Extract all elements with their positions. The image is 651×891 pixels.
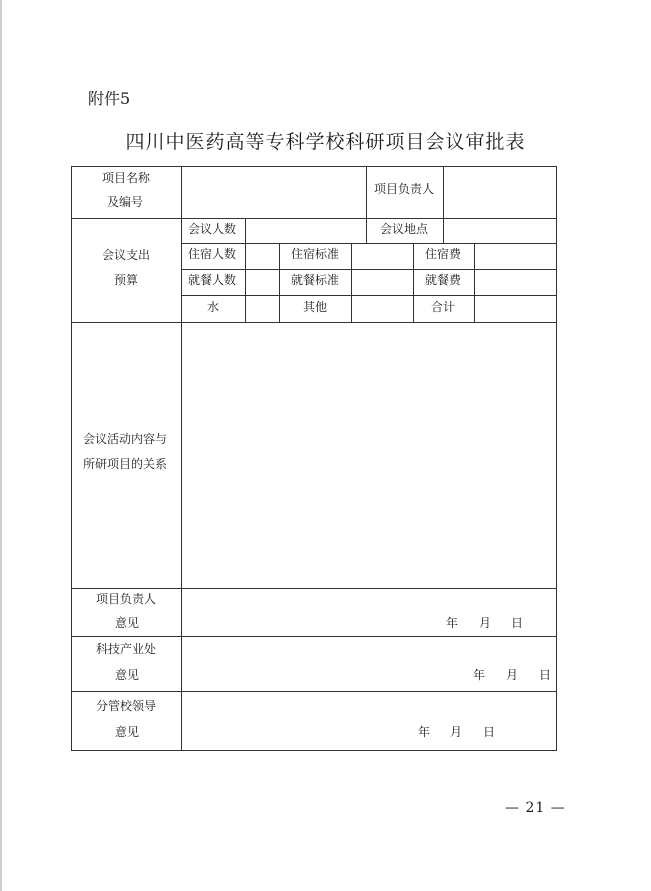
lodging-people-field[interactable] (246, 244, 279, 269)
tech-office-label-2: 意见 (115, 668, 140, 682)
total-label: 合计 (431, 300, 456, 314)
tech-office-label: 科技产业处 (96, 642, 157, 656)
tech-office-date-month: 月 (506, 668, 519, 682)
venue-field[interactable] (444, 219, 556, 243)
budget-label-2: 预算 (114, 273, 139, 287)
project-leader-field[interactable] (444, 167, 556, 218)
total-field[interactable] (475, 296, 556, 322)
table-border-right (556, 166, 557, 751)
project-name-field[interactable] (182, 167, 366, 218)
column-divider (413, 243, 414, 322)
lodging-standard-label: 住宿标准 (291, 247, 340, 261)
project-leader-label: 项目负责人 (374, 182, 435, 196)
project-name-label: 项目名称 (102, 171, 151, 185)
content-relation-label: 会议活动内容与 (83, 432, 168, 446)
dining-standard-label: 就餐标准 (291, 273, 340, 287)
table-border-left (71, 166, 72, 751)
school-leader-label: 分管校领导 (96, 699, 157, 713)
dining-fee-label: 就餐费 (425, 273, 462, 287)
school-leader-opinion-field[interactable] (182, 692, 556, 750)
school-leader-label-2: 意见 (115, 725, 140, 739)
lodging-fee-field[interactable] (475, 244, 556, 269)
dining-people-label: 就餐人数 (188, 273, 237, 287)
dining-people-field[interactable] (246, 270, 279, 295)
attendees-field[interactable] (246, 219, 366, 243)
lodging-people-label: 住宿人数 (188, 247, 237, 261)
attendees-label: 会议人数 (188, 222, 237, 236)
page-number: — 21 — (505, 800, 566, 816)
column-divider (366, 218, 367, 243)
tech-office-date-day: 日 (539, 668, 552, 682)
school-leader-date-day: 日 (483, 725, 496, 739)
content-relation-field[interactable] (182, 323, 556, 588)
leader-opinion-date-month: 月 (479, 616, 492, 630)
dining-standard-field[interactable] (352, 270, 413, 295)
attachment-label: 附件5 (88, 89, 131, 108)
content-relation-label-2: 所研项目的关系 (83, 457, 168, 471)
table-border-bottom (71, 750, 557, 751)
water-field[interactable] (246, 296, 279, 322)
tech-office-date-year: 年 (473, 668, 486, 682)
lodging-fee-label: 住宿费 (425, 247, 462, 261)
leader-opinion-field[interactable] (182, 589, 556, 636)
project-number-label: 及编号 (107, 195, 144, 209)
leader-opinion-label: 项目负责人 (96, 592, 157, 606)
leader-opinion-date-year: 年 (446, 616, 459, 630)
school-leader-date-month: 月 (450, 725, 463, 739)
lodging-standard-field[interactable] (352, 244, 413, 269)
form-title: 四川中医药高等专科学校科研项目会议审批表 (125, 131, 526, 153)
leader-opinion-label-2: 意见 (115, 616, 140, 630)
dining-fee-field[interactable] (475, 270, 556, 295)
other-label: 其他 (303, 300, 328, 314)
leader-opinion-date-day: 日 (511, 616, 524, 630)
water-label: 水 (207, 300, 220, 314)
budget-label: 会议支出 (102, 248, 151, 262)
column-divider (279, 243, 280, 322)
other-field[interactable] (352, 296, 413, 322)
tech-office-opinion-field[interactable] (182, 637, 556, 691)
venue-label: 会议地点 (380, 222, 429, 236)
school-leader-date-year: 年 (418, 725, 431, 739)
approval-form-table (71, 166, 557, 751)
column-divider (366, 166, 367, 218)
